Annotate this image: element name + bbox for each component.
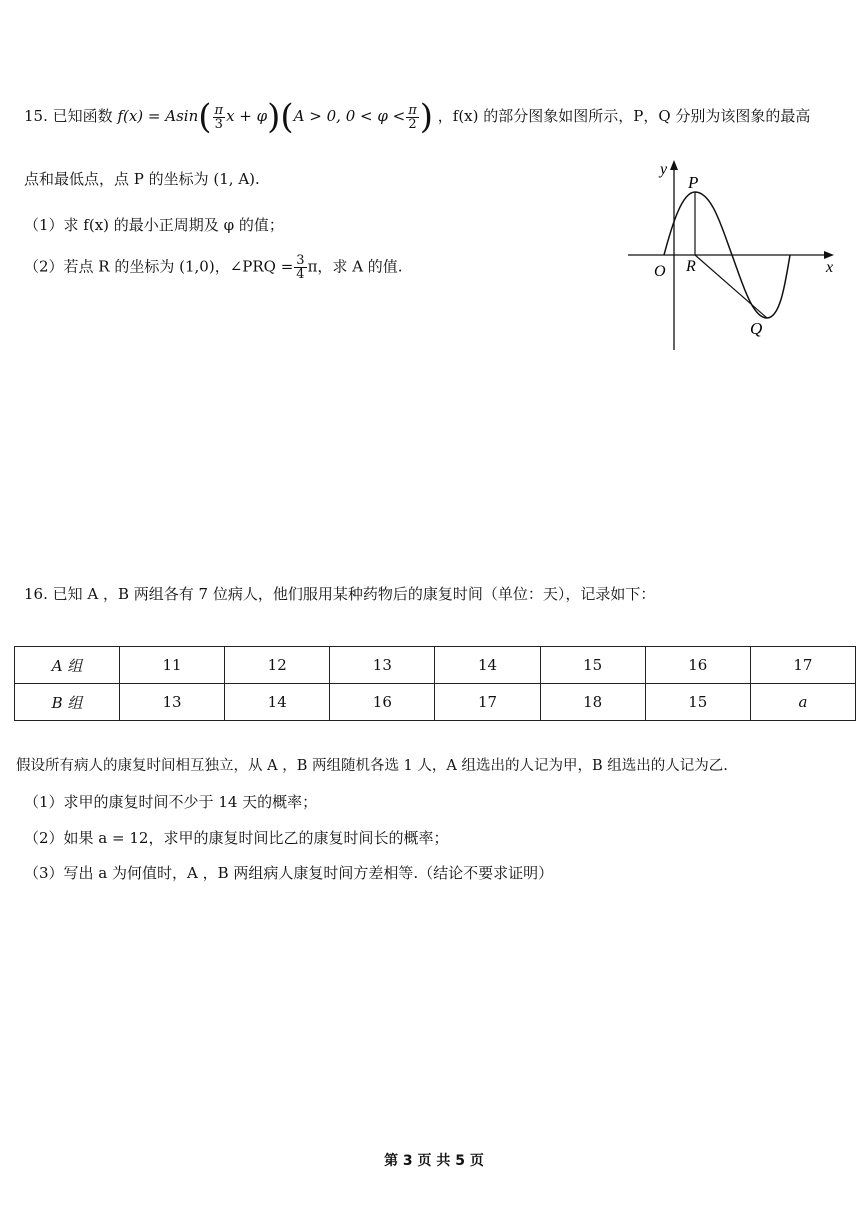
table-cell: 14 [225, 684, 330, 721]
row-label: B 组 [15, 684, 120, 721]
table-cell: 17 [750, 647, 855, 684]
q15-text-after: ，f(x) 的部分图象如图所示，P，Q 分别为该图象的最高 [437, 107, 811, 125]
q15-func-lhs: f(x) = Asin [117, 107, 199, 125]
table-cell: 11 [120, 647, 225, 684]
q15-part2-a: （2）若点 R 的坐标为 (1,0)，∠PRQ = [24, 257, 294, 276]
q15-number: 15. [24, 107, 48, 125]
q15-part1: （1）求 f(x) 的最小正周期及 φ 的值； [24, 216, 284, 234]
q16-intro: 16. 已知 A ，B 两组各有 7 位病人，他们服用某种药物后的康复时间（单位：天），记录如下： [24, 585, 656, 603]
frac-den-4: 4 [296, 267, 305, 282]
label-r: R [686, 258, 696, 275]
paren-right: ) [267, 97, 281, 137]
table-row [15, 647, 856, 684]
table-cell: 16 [330, 684, 435, 721]
table-cell: 13 [120, 684, 225, 721]
q16-after: 假设所有病人的康复时间相互独立，从 A ，B 两组随机各选 1 人，A 组选出的人记为甲，B 组选出的人记为乙. [16, 758, 728, 774]
frac-pi-over-2 [406, 104, 419, 131]
label-y: y [660, 161, 668, 178]
table-cell: 17 [435, 684, 540, 721]
table-cell: 18 [540, 684, 645, 721]
label-p: P [688, 173, 699, 192]
table-cell: 15 [540, 647, 645, 684]
q15-line2: 点和最低点，点 P 的坐标为 (1, A). [24, 170, 260, 188]
frac-num-3: 3 [296, 253, 305, 268]
label-x: x [826, 259, 834, 276]
q15-func-mid: x + φ [226, 107, 268, 125]
q16-part3: （3）写出 a 为何值时，A ，B 两组病人康复时间方差相等.（结论不要求证明） [24, 864, 554, 882]
frac-3-over-4 [294, 254, 306, 281]
q15-part2-b: π，求 A 的值. [307, 257, 403, 276]
frac-pi-over-3 [213, 104, 226, 131]
paren-left-2: ( [280, 97, 294, 137]
paren-left: ( [198, 97, 212, 137]
q15-intro: 已知函数 [52, 107, 113, 125]
q15-cond: A > 0, 0 < φ < [293, 107, 406, 125]
table-cell: 15 [645, 684, 750, 721]
page-footer: 第 3 页 共 5 页 [384, 1153, 484, 1169]
label-o: O [654, 263, 666, 280]
q16-part2: （2）如果 a = 12，求甲的康复时间比乙的康复时间长的概率； [24, 829, 449, 847]
recovery-table [14, 646, 856, 721]
table-cell: 14 [435, 647, 540, 684]
y-axis-arrow-icon [670, 160, 678, 170]
x-axis-arrow-icon [824, 251, 834, 259]
q15-part2 [24, 254, 403, 281]
row-label: A 组 [15, 647, 120, 684]
table-cell: 12 [225, 647, 330, 684]
frac-den: 3 [214, 116, 223, 132]
q16-part1: （1）求甲的康复时间不少于 14 天的概率； [24, 793, 318, 811]
function-graph [620, 150, 850, 355]
frac-num: π [214, 102, 224, 118]
frac-num-2: π [408, 102, 417, 118]
label-q: Q [750, 319, 763, 338]
paren-right-2: ) [419, 97, 433, 137]
table-row [15, 684, 856, 721]
q15-line1 [24, 97, 811, 137]
segment-rq [695, 255, 767, 318]
table-cell: 13 [330, 647, 435, 684]
table-cell: 16 [645, 647, 750, 684]
frac-den-2: 2 [408, 116, 417, 132]
table-cell: a [750, 684, 855, 721]
